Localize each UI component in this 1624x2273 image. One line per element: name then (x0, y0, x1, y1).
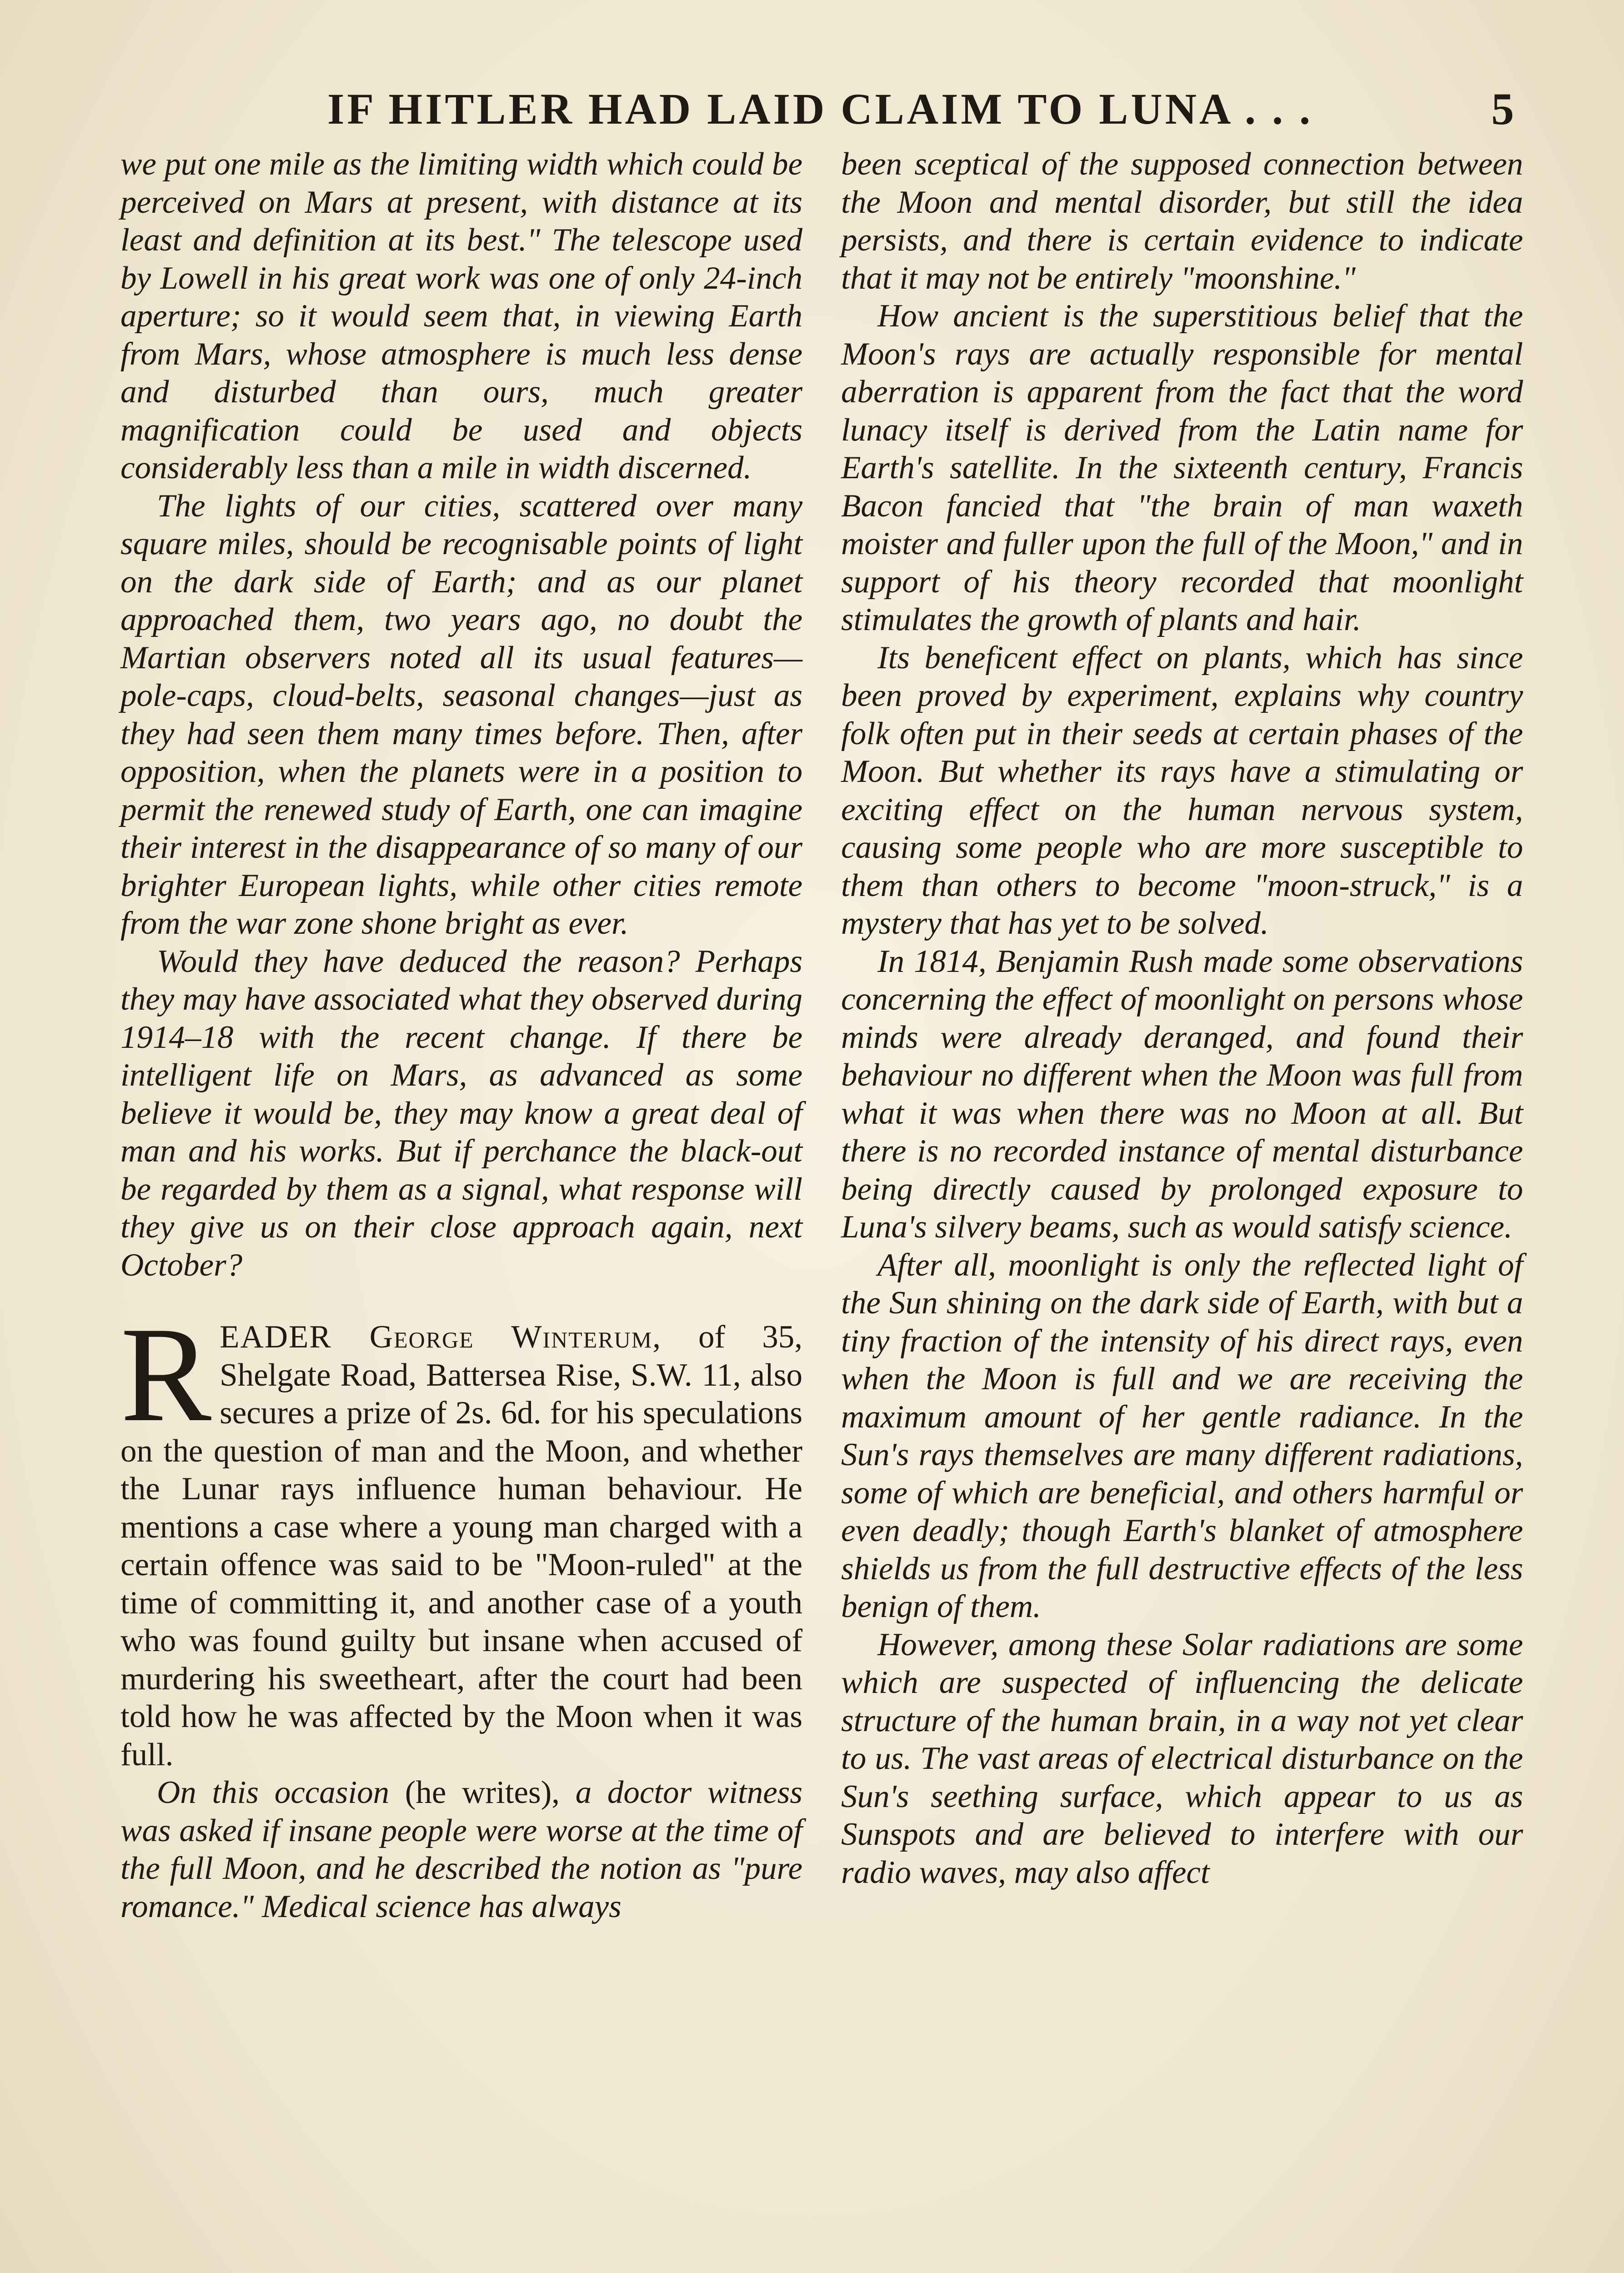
paragraph: we put one mile as the limiting width which could be perceived on Mars at present, with distance at its least and definition at its best." The telescope used by Lowell in his great work was one of only 24-inch aperture; so it would seem that, in viewing Earth from Mars, whose atmosphere is much less dense and disturbed than ours, much greater magnification could be used and objects considerably less than a mile in width discerned. (120, 146, 802, 486)
paragraph: However, among these Solar radiations are some which are suspected of influencing the delicate structure of the human brain, in a way not yet clear to us. The vast areas of electrical disturbance on the Sun's seething surface, which appear to us as Sunspots and are believed to interfere with our radio waves, may also affect (841, 1627, 1523, 1890)
quote-italic: a doctor witness was asked if insane people were worse at the time of the full Moon, and he described the notion as "pure romance." Medical science has always (120, 1775, 802, 1924)
quoted-paragraph (120, 1774, 802, 1926)
page-number: 5 (1491, 84, 1514, 134)
reader-text: of 35, Shelgate Road, Battersea Rise, S.W. 11, also secures a prize of 2s. 6d. for his speculations on the question of man and the Moon, and whether the Lunar rays influence human behaviour. He mentions a case where a young man charged with a certain offence was said to be "Moon-ruled" at the time of committing it, and another case of a youth who was found guilty but insane when accused of murdering his sweetheart, after the court had been told how he was affected by the Moon when it was full. (120, 1319, 802, 1772)
right-column (841, 145, 1523, 1892)
quote-aside: (he writes), (389, 1775, 576, 1810)
reader-letter (120, 1299, 802, 1926)
left-column (120, 145, 802, 1926)
running-header (118, 80, 1519, 139)
paragraph: Would they have deduced the reason? Perhaps they may have associated what they observed during 1914–18 with the recent change. If there be intelligent life on Mars, as advanced as some believe it would be, they may know a great deal of man and his works. But if perchance the black-out be regarded by them as a signal, what response will they give us on their close approach again, next October? (120, 943, 802, 1283)
paragraph: How ancient is the superstitious belief that the Moon's rays are actually responsible for mental aberration is apparent from the fact that the word lunacy itself is derived from the Latin name for Earth's satellite. In the sixteenth century, Francis Bacon fancied that "the brain of man waxeth moister and fuller upon the full of the Moon," and in support of his theory recorded that moonlight stimulates the growth of plants and hair. (841, 298, 1523, 637)
quote-italic: On this occasion (157, 1775, 390, 1810)
paragraph: been sceptical of the supposed connection between the Moon and mental disorder, but still the idea persists, and there is certain evidence to indicate that it may not be entirely "moonshine." (841, 146, 1523, 296)
paragraph: The lights of our cities, scattered over many square miles, should be recognisable points of light on the dark side of Earth; and as our planet approached them, two years ago, no doubt the Martian observers noted all its usual features—pole-caps, cloud-belts, seasonal changes—just as they had seen them many times before. Then, after opposition, when the planets were in a position to permit the renewed study of Earth, one can imagine their interest in the disappearance of so many of our brighter European lights, while other cities remote from the war zone shone bright as ever. (120, 488, 802, 941)
reader-paragraph (120, 1299, 802, 1774)
section-gap (120, 1284, 802, 1318)
paragraph: Its beneficent effect on plants, which has since been proved by experiment, explains why country folk often put in their seeds at certain phases of the Moon. But whether its rays have a stimulating or exciting effect on the human nervous system, causing some people who are more susceptible to them than others to become "moon-struck," is a mystery that has yet to be solved. (841, 640, 1523, 941)
reader-name: EADER George Winterum, (220, 1319, 662, 1355)
paragraph: In 1814, Benjamin Rush made some observations concerning the effect of moonlight on persons whose minds were already deranged, and found their behaviour no different when the Moon was full from what it was when there was no Moon at all. But there is no recorded instance of mental disturbance being directly caused by prolonged exposure to Luna's silvery beams, such as would satisfy science. (841, 943, 1523, 1245)
running-title: IF HITLER HAD LAID CLAIM TO LUNA . . . (327, 85, 1313, 133)
drop-cap: R (120, 1299, 212, 1450)
paragraph: After all, moonlight is only the reflected light of the Sun shining on the dark side of Earth, with but a tiny fraction of the intensity of his direct rays, even when the Moon is full and we are receiving the maximum amount of her gentle radiance. In the Sun's rays themselves are many different radiations, some of which are beneficial, and others harmful or even deadly; though Earth's blanket of atmosphere shields us from the full destructive effects of the less benign of them. (841, 1247, 1523, 1624)
